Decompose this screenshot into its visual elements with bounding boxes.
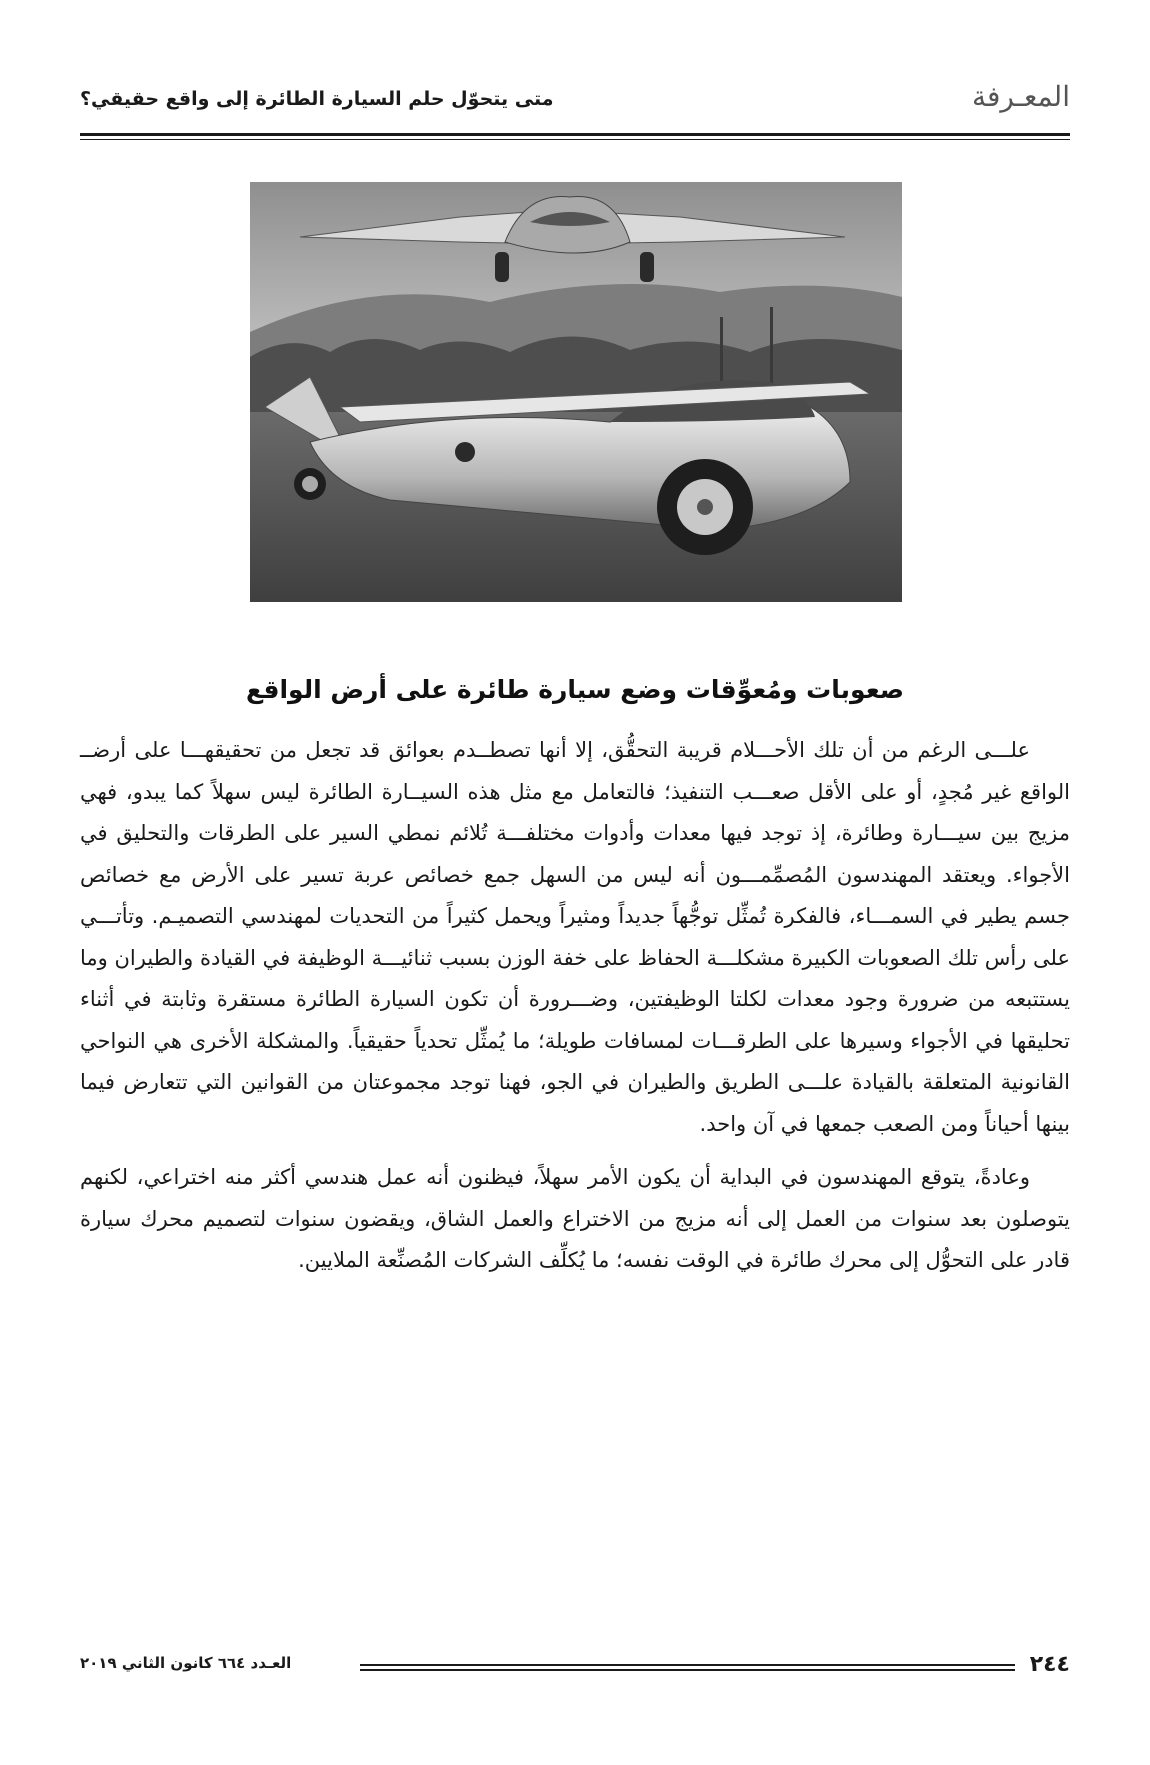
header-divider-thin	[80, 139, 1070, 140]
footer-divider	[360, 1664, 1015, 1666]
article-body	[80, 730, 1070, 1294]
paragraph: علـــى الرغم من أن تلك الأحـــلام قريبة التحقُّق، إلا أنها تصطــدم بعوائق قد تجعل من تحقيقهـــا على أرضــ الواقع غير مُجدٍ، أو على الأقل صعـــب التنفيذ؛ فالتعامل مع مثل هذه السيــارة الطائرة ليس سهلاً كما يبدو، فهي مزيج بين سيـــارة وطائرة، إذ توجد فيها معدات وأدوات مختلفـــة تُلائم نمطي السير على الطرقات والتحليق في الأجواء. ويعتقد المهندسون المُصمِّمـــون أنه ليس من السهل جمع خصائص عربة تسير على الأرض مع خصائص جسم يطير في السمـــاء، فالفكرة تُمثِّل توجُّهاً جديداً ومثيراً ويحمل كثيراً من التحديات لمهندسي التصميـم. وتأتـــي على رأس تلك الصعوبات الكبيرة مشكلـــة الحفاظ على خفة الوزن بسبب ثنائيـــة الوظيفة في القيادة والطيران وما يستتبعه من ضرورة وجود معدات لكلتا الوظيفتين، وضـــرورة أن تكون السيارة الطائرة مستقرة وثابتة في أثناء تحليقها في الأجواء وسيرها على الطرقـــات لمسافات طويلة؛ ما يُمثِّل تحدياً حقيقياً. والمشكلة الأخرى هي النواحي القانونية المتعلقة بالقيادة علـــى الطريق والطيران في الجو، فهنا توجد مجموعتان من القوانين التي تتعارض فيما بينها أحياناً ومن الصعب جمعها في آن واحد.	[80, 738, 1070, 1136]
page-number: ٢٤٤	[1029, 1652, 1070, 1677]
section-heading: صعوبات ومُعوِّقات وضع سيارة طائرة على أرض الواقع	[246, 675, 904, 704]
issue-info: العـدد ٦٦٤ كانون الثاني ٢٠١٩	[80, 1654, 292, 1672]
flying-car-photo	[250, 182, 902, 602]
running-title: متى يتحوّل حلم السيارة الطائرة إلى واقع حقيقي؟	[80, 88, 554, 110]
paragraph: وعادةً، يتوقع المهندسون في البداية أن يكون الأمر سهلاً، فيظنون أنه عمل هندسي أكثر منه اختراعي، لكنهم يتوصلون بعد سنوات من العمل إلى أنه مزيج من الاختراع والعمل الشاق، ويقضون سنوات لتصميم محرك سيارة قادر على التحوُّل إلى محرك طائرة في الوقت نفسه؛ ما يُكلِّف الشركات المُصنِّعة الملايين.	[80, 1165, 1070, 1272]
header-divider-thick	[80, 133, 1070, 136]
magazine-logo: المعـرفة	[971, 80, 1070, 113]
page-header	[80, 80, 1070, 132]
footer-divider	[360, 1669, 1015, 1671]
page-footer	[80, 1650, 1070, 1686]
